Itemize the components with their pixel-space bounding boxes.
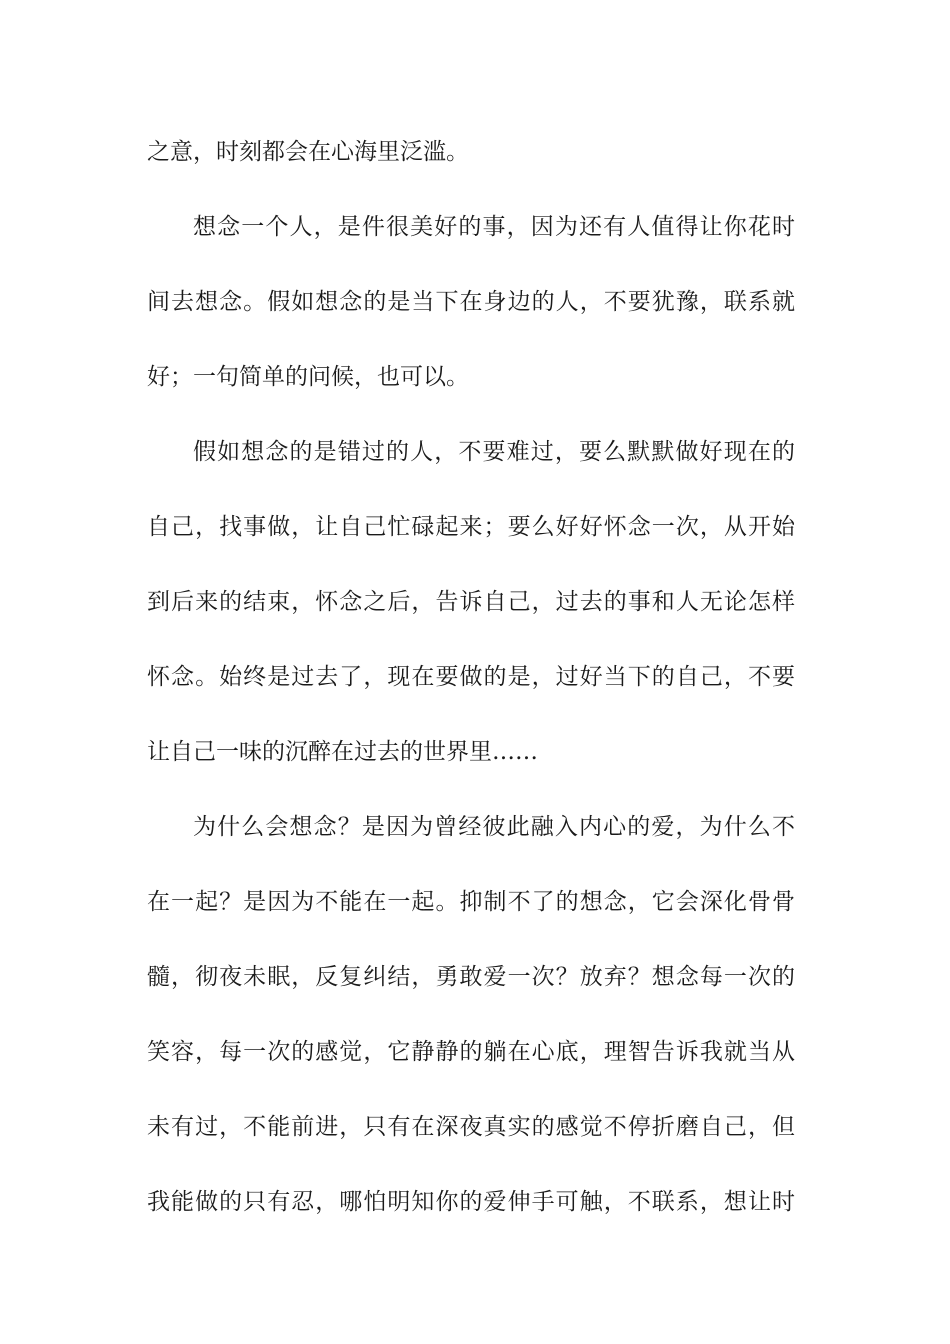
text-line: 间去想念。假如想念的是当下在身边的人，不要犹豫，联系就	[147, 289, 795, 315]
paragraph-first-line: 为什么会想念？是因为曾经彼此融入内心的爱，为什么不	[193, 814, 795, 840]
text-line: 我能做的只有忍，哪怕明知你的爱伸手可触，不联系，想让时	[147, 1189, 795, 1215]
text-line: 之意，时刻都会在心海里泛滥。	[147, 139, 469, 165]
paragraph-first-line: 想念一个人，是件很美好的事，因为还有人值得让你花时	[193, 214, 795, 240]
text-line: 让自己一味的沉醉在过去的世界里……	[147, 739, 538, 765]
paragraph-first-line: 假如想念的是错过的人，不要难过，要么默默做好现在的	[193, 439, 795, 465]
body-text	[147, 127, 795, 1252]
text-line: 在一起？是因为不能在一起。抑制不了的想念，它会深化骨骨	[147, 889, 795, 915]
text-line: 笑容，每一次的感觉，它静静的躺在心底，理智告诉我就当从	[147, 1039, 795, 1065]
text-line: 髓，彻夜未眠，反复纠结，勇敢爱一次？放弃？想念每一次的	[147, 964, 795, 990]
text-line: 怀念。始终是过去了，现在要做的是，过好当下的自己，不要	[147, 664, 795, 690]
text-line: 未有过，不能前进，只有在深夜真实的感觉不停折磨自己，但	[147, 1114, 795, 1140]
text-line: 好；一句简单的问候，也可以。	[147, 364, 469, 390]
text-line: 到后来的结束，怀念之后，告诉自己，过去的事和人无论怎样	[147, 589, 795, 615]
text-line: 自己，找事做，让自己忙碌起来；要么好好怀念一次，从开始	[147, 514, 795, 540]
